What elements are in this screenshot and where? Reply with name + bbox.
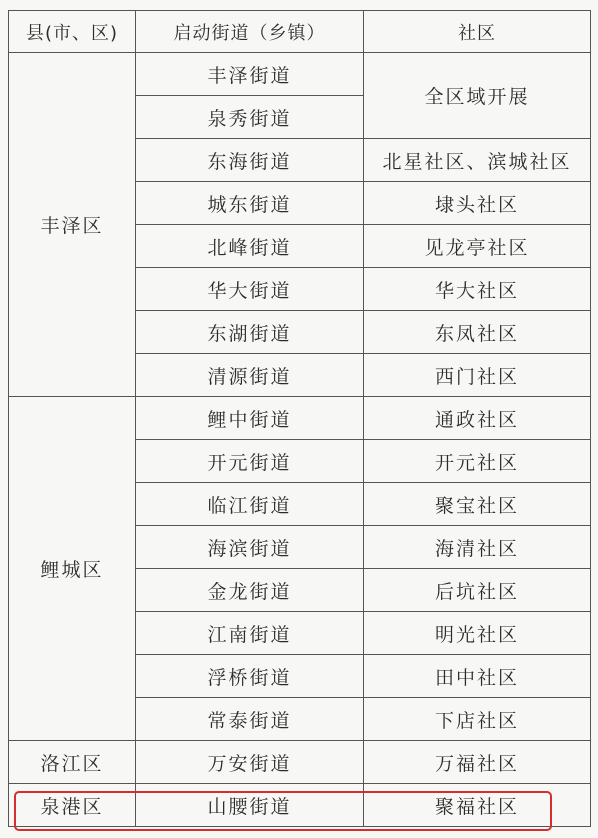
street-cell: 海滨街道 xyxy=(136,526,364,569)
community-cell: 田中社区 xyxy=(364,655,591,698)
street-cell: 北峰街道 xyxy=(136,225,364,268)
table-row xyxy=(9,53,591,96)
street-cell: 开元街道 xyxy=(136,440,364,483)
header-county: 县(市、区) xyxy=(9,11,136,53)
table-row xyxy=(9,784,591,827)
street-cell: 江南街道 xyxy=(136,612,364,655)
community-cell: 东凤社区 xyxy=(364,311,591,354)
header-community: 社区 xyxy=(364,11,591,53)
community-cell: 明光社区 xyxy=(364,612,591,655)
community-cell: 西门社区 xyxy=(364,354,591,397)
header-row xyxy=(9,11,591,53)
street-cell: 华大街道 xyxy=(136,268,364,311)
street-cell: 泉秀街道 xyxy=(136,96,364,139)
county-cell: 泉港区 xyxy=(9,784,136,827)
street-cell: 清源街道 xyxy=(136,354,364,397)
community-cell: 华大社区 xyxy=(364,268,591,311)
street-cell: 金龙街道 xyxy=(136,569,364,612)
street-cell: 山腰街道 xyxy=(136,784,364,827)
table-body xyxy=(9,53,591,827)
street-cell: 东湖街道 xyxy=(136,311,364,354)
community-cell: 下店社区 xyxy=(364,698,591,741)
community-cell: 海清社区 xyxy=(364,526,591,569)
street-cell: 丰泽街道 xyxy=(136,53,364,96)
community-cell: 埭头社区 xyxy=(364,182,591,225)
community-cell: 见龙亭社区 xyxy=(364,225,591,268)
community-cell: 北星社区、滨城社区 xyxy=(364,139,591,182)
street-cell: 万安街道 xyxy=(136,741,364,784)
community-cell: 开元社区 xyxy=(364,440,591,483)
community-cell: 全区域开展 xyxy=(364,53,591,139)
street-cell: 浮桥街道 xyxy=(136,655,364,698)
table-row xyxy=(9,741,591,784)
community-cell: 万福社区 xyxy=(364,741,591,784)
county-cell: 丰泽区 xyxy=(9,53,136,397)
header-street: 启动街道（乡镇） xyxy=(136,11,364,53)
street-cell: 常泰街道 xyxy=(136,698,364,741)
community-cell: 后坑社区 xyxy=(364,569,591,612)
county-cell: 洛江区 xyxy=(9,741,136,784)
county-cell: 鲤城区 xyxy=(9,397,136,741)
street-cell: 临江街道 xyxy=(136,483,364,526)
table-row xyxy=(9,397,591,440)
street-cell: 鲤中街道 xyxy=(136,397,364,440)
community-cell: 通政社区 xyxy=(364,397,591,440)
street-cell: 东海街道 xyxy=(136,139,364,182)
community-cell: 聚福社区 xyxy=(364,784,591,827)
district-table xyxy=(8,10,591,827)
community-cell: 聚宝社区 xyxy=(364,483,591,526)
street-cell: 城东街道 xyxy=(136,182,364,225)
